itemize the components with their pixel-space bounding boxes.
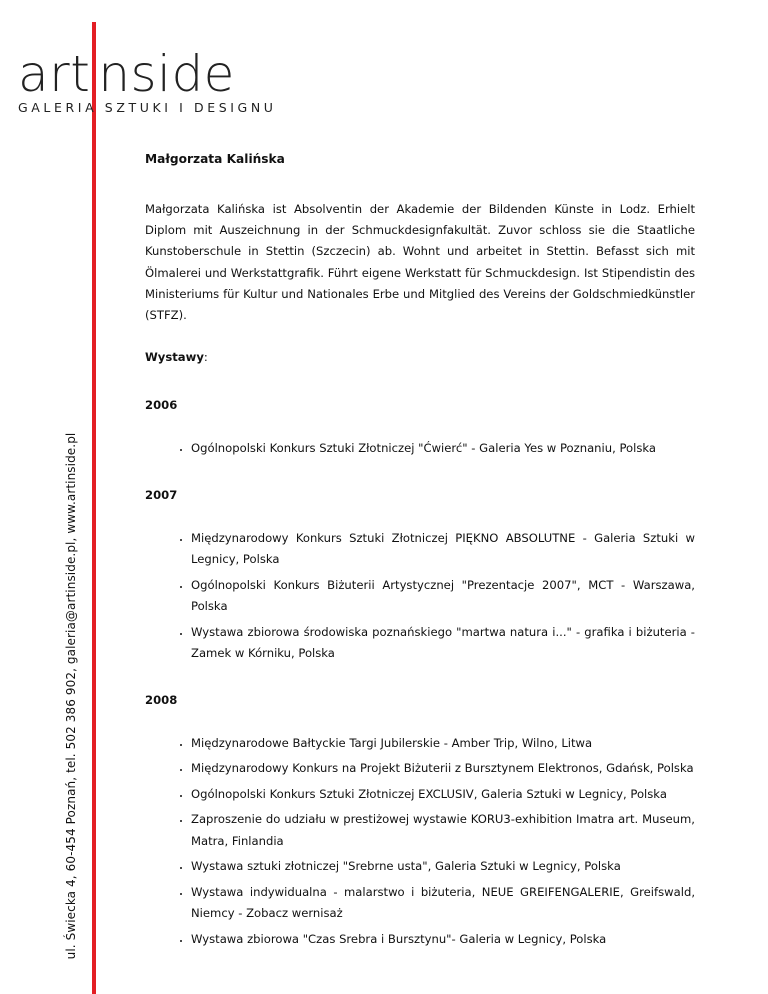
artist-name: Małgorzata Kalińska — [145, 152, 285, 166]
exhibition-list — [145, 438, 695, 460]
exhibition-item: • Wystawa zbiorowa środowiska poznańskiego "martwa natura i..." - grafika i biżuteria - Zamek w Kórniku, Polska — [191, 622, 695, 665]
exhibition-item: • Międzynarodowy Konkurs Sztuki Złotniczej PIĘKNO ABSOLUTNE - Galeria Sztuki w Legnicy, Polska — [191, 528, 695, 571]
exhibition-list — [145, 528, 695, 665]
exhibition-item: • Wystawa indywidualna - malarstwo i biżuteria, NEUE GREIFENGALERIE, Greifswald, Niemcy - Zobacz wernisaż — [191, 882, 695, 925]
exhibition-years — [145, 396, 695, 950]
exhibition-item: • Wystawa zbiorowa "Czas Srebra i Bursztynu"- Galeria w Legnicy, Polska — [191, 929, 695, 951]
contact-info: ul. Świecka 4, 60-454 Poznań, tel. 502 386 902, galeria@artinside.pl, www.artinside.pl — [64, 432, 78, 960]
logo-word-art: art — [18, 45, 91, 103]
year-heading: 2007 — [145, 487, 178, 502]
exhibition-list — [145, 733, 695, 951]
exhibition-item: • Wystawa sztuki złotniczej "Srebrne usta", Galeria Sztuki w Legnicy, Polska — [191, 856, 695, 878]
exhibition-item: • Międzynarodowy Konkurs na Projekt Biżuterii z Bursztynem Elektronos, Gdańsk, Polska — [191, 758, 695, 780]
logo-wordmark — [18, 44, 235, 104]
year-heading: 2006 — [145, 398, 178, 413]
accent-vertical-line — [92, 22, 96, 994]
exhibitions-label-colon: : — [203, 350, 208, 365]
exhibition-item: • Międzynarodowe Bałtyckie Targi Jubilerskie - Amber Trip, Wilno, Litwa — [191, 733, 695, 755]
artist-bio: Małgorzata Kalińska ist Absolventin der Akademie der Bildenden Künste in Lodz. Erhielt Diplom mit Auszeichnung in der Schmuckdesignfakultät. Zuvor schloss sie die Staatliche Kunstoberschule in Stettin (Szczecin) ab. Wohnt und arbeitet in Stettin. Befasst sich mit Ölmalerei und Werkstattgrafik. Führt eigene Werkstatt für Schmuckdesign. Ist Stipendistin des Ministeriums für Kultur und Nationales Erbe und Mitglied des Vereins der Goldschmiedkünstler (STFZ). — [145, 202, 695, 323]
logo-word-nside: nside — [98, 45, 235, 103]
exhibition-item: • Ogólnopolski Konkurs Sztuki Złotniczej "Ćwierć" - Galeria Yes w Poznaniu, Polska — [191, 438, 695, 460]
exhibitions-label: Wystawy — [145, 350, 204, 365]
contact-sidebar — [56, 0, 86, 994]
exhibitions-heading — [145, 348, 695, 366]
exhibition-item: • Zaproszenie do udziału w prestiżowej wystawie KORU3-exhibition Imatra art. Museum, Matra, Finlandia — [191, 809, 695, 852]
artist-profile — [145, 150, 695, 976]
year-heading: 2008 — [145, 692, 178, 707]
exhibition-item: • Ogólnopolski Konkurs Sztuki Złotniczej EXCLUSIV, Galeria Sztuki w Legnicy, Polska — [191, 784, 695, 806]
logo-tagline: GALERIA SZTUKI I DESIGNU — [18, 100, 277, 115]
gallery-logo — [18, 22, 277, 122]
exhibition-item: • Ogólnopolski Konkurs Biżuterii Artystycznej "Prezentacje 2007", MCT - Warszawa, Polska — [191, 575, 695, 618]
